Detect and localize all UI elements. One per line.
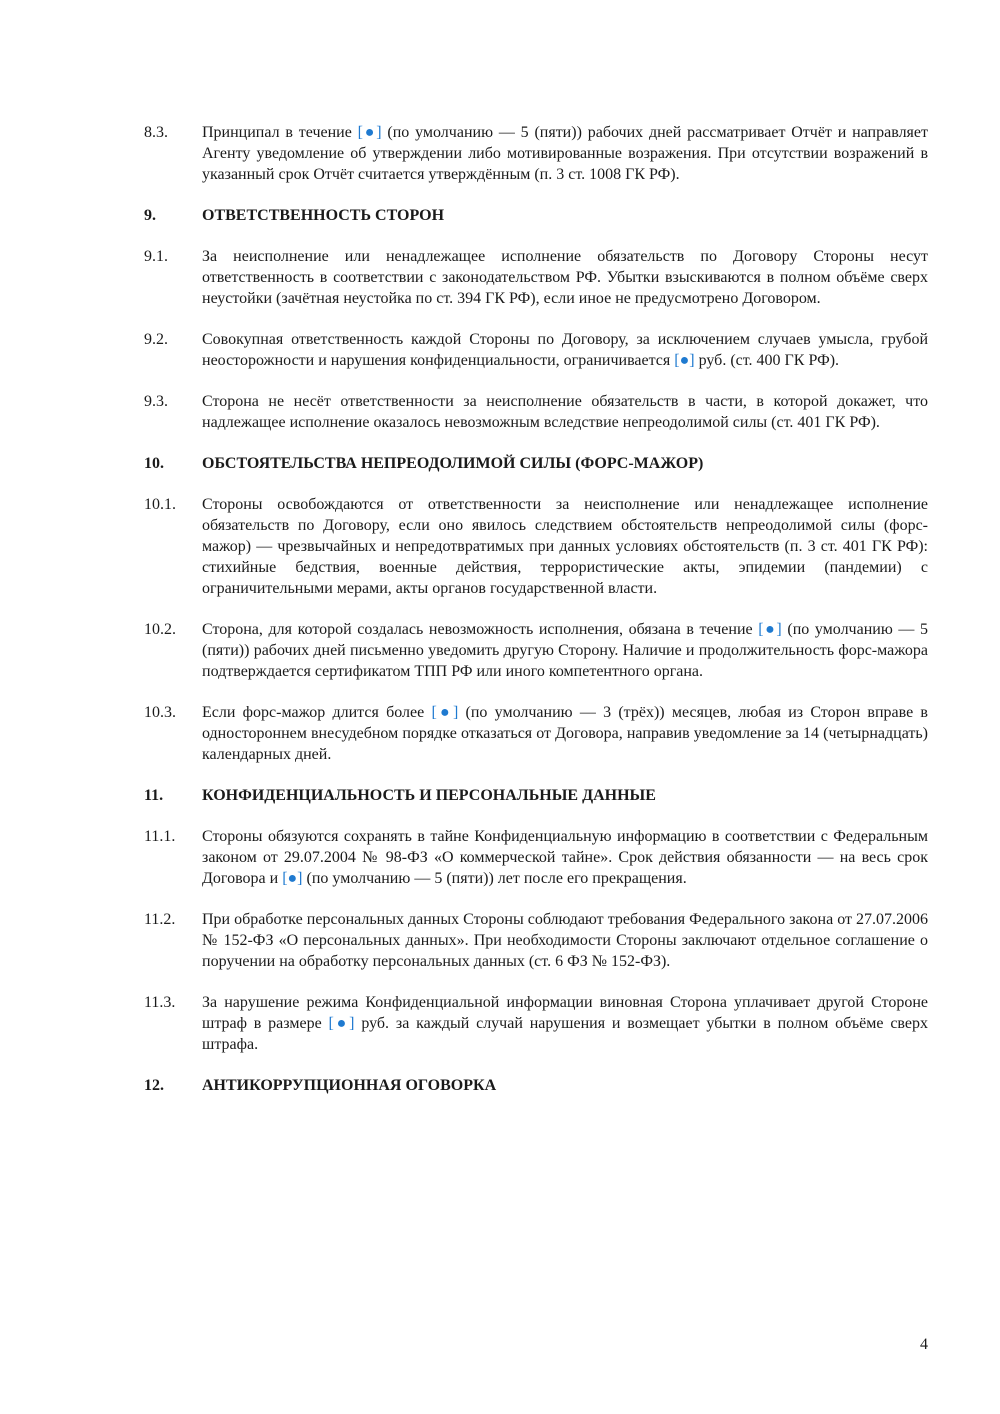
- clause-number: 11.3.: [144, 994, 176, 1011]
- clause-text: [202, 496, 928, 597]
- text-run: Принципал в течение: [202, 124, 358, 141]
- clause-number: 10.1.: [144, 496, 176, 513]
- clause-text: [202, 248, 928, 307]
- clause-number: 11.1.: [144, 828, 176, 845]
- placeholder-marker: [●]: [758, 621, 782, 638]
- document-body: [144, 122, 928, 1116]
- clause-number: 11.2.: [144, 911, 176, 928]
- section-title: ОБСТОЯТЕЛЬСТВА НЕПРЕОДОЛИМОЙ СИЛЫ (ФОРС-МАЖОР): [202, 455, 704, 472]
- text-run: руб. за каждый случай нарушения и возмещает убытки в полном объёме сверх штрафа.: [202, 1015, 928, 1053]
- clause-paragraph: [144, 122, 928, 185]
- text-run: Стороны освобождаются от ответственности за неисполнение или ненадлежащее исполнение обязательств по Договору, если оно явилось следствием обстоятельств непреодолимой силы (форс-мажор) — чрезвычайных и непредотвратимых при данных условиях обстоятельств (п. 3 ст. 401 ГК РФ): стихийные бедствия, военные действия, террористические акты, эпидемии (пандемии) с ограничительными мерами, акты органов государственной власти.: [202, 496, 928, 597]
- text-run: (по умолчанию — 5 (пяти)) рабочих дней письменно уведомить другую Сторону. Наличие и продолжительность форс-мажора подтверждается сертификатом ТПП РФ или иного компетентного органа.: [202, 621, 928, 680]
- section-title: ОТВЕТСТВЕННОСТЬ СТОРОН: [202, 207, 445, 224]
- clause-paragraph: [144, 246, 928, 309]
- clause-number: 9.3.: [144, 393, 168, 410]
- text-run: (по умолчанию — 5 (пяти)) рабочих дней рассматривает Отчёт и направляет Агенту уведомление об утверждении либо мотивированные возражения. При отсутствии возражений в указанный срок Отчёт считается утверждённым (п. 3 ст. 1008 ГК РФ).: [202, 124, 929, 183]
- clause-paragraph: [144, 909, 928, 972]
- page-number: 4: [920, 1336, 928, 1353]
- placeholder-marker: [●]: [282, 870, 303, 887]
- placeholder-marker: [●]: [431, 704, 459, 721]
- clause-text: [202, 704, 928, 763]
- text-run: Сторона, для которой создалась невозможность исполнения, обязана в течение: [202, 621, 759, 638]
- clause-paragraph: [144, 702, 928, 765]
- section-heading: [144, 205, 928, 226]
- placeholder-marker: [●]: [674, 352, 695, 369]
- clause-text: [202, 911, 928, 970]
- clause-paragraph: [144, 391, 928, 433]
- text-run: (по умолчанию — 5 (пяти)) лет после его прекращения.: [302, 870, 687, 887]
- clause-number: 10.3.: [144, 704, 176, 721]
- clause-text: [202, 828, 928, 887]
- section-number: 11.: [144, 787, 164, 804]
- section-number: 12.: [144, 1077, 164, 1094]
- clause-text: [202, 621, 928, 680]
- clause-text: [202, 393, 928, 431]
- clause-text: [202, 124, 928, 183]
- text-run: При обработке персональных данных Стороны соблюдают требования Федерального закона от 27.07.2006 № 152-ФЗ «О персональных данных». При необходимости Стороны заключают отдельное соглашение о поручении на обработку персональных данных (ст. 6 ФЗ № 152-ФЗ).: [202, 911, 928, 970]
- section-heading: [144, 1075, 928, 1096]
- clause-number: 10.2.: [144, 621, 176, 638]
- clause-paragraph: [144, 619, 928, 682]
- clause-text: [202, 994, 928, 1053]
- text-run: Совокупная ответственность каждой Стороны по Договору, за исключением случаев умысла, грубой неосторожности и нарушения конфиденциальности, ограничивается: [202, 331, 928, 369]
- clause-text: [202, 331, 928, 369]
- placeholder-marker: [●]: [357, 124, 382, 141]
- section-heading: [144, 453, 928, 474]
- section-heading: [144, 785, 928, 806]
- text-run: (по умолчанию — 3 (трёх)) месяцев, любая из Сторон вправе в одностороннем внесудебном порядке отказаться от Договора, направив уведомление за 14 (четырнадцать) календарных дней.: [202, 704, 928, 763]
- clause-paragraph: [144, 494, 928, 599]
- text-run: За неисполнение или ненадлежащее исполнение обязательств по Договору Стороны несут ответственность в соответствии с законодательством РФ. Убытки взыскиваются в полном объёме сверх неустойки (зачётная неустойка по ст. 394 ГК РФ), если иное не предусмотрено Договором.: [202, 248, 928, 307]
- clause-paragraph: [144, 992, 928, 1055]
- text-run: За нарушение режима Конфиденциальной информации виновная Сторона уплачивает другой Стороне штраф в размере: [202, 994, 928, 1032]
- placeholder-marker: [●]: [328, 1015, 355, 1032]
- text-run: Если форс-мажор длится более: [202, 704, 432, 721]
- text-run: Стороны обязуются сохранять в тайне Конфиденциальную информацию в соответствии с Федеральным законом от 29.07.2004 № 98-ФЗ «О коммерческой тайне». Срок действия обязанности — на весь срок Договора и: [202, 828, 928, 887]
- clause-number: 8.3.: [144, 124, 168, 141]
- text-run: Сторона не несёт ответственности за неисполнение обязательств в части, в которой докажет, что надлежащее исполнение оказалось невозможным вследствие непреодолимой силы (ст. 401 ГК РФ).: [202, 393, 928, 431]
- clause-number: 9.1.: [144, 248, 168, 265]
- clause-paragraph: [144, 826, 928, 889]
- clause-number: 9.2.: [144, 331, 168, 348]
- section-title: КОНФИДЕНЦИАЛЬНОСТЬ И ПЕРСОНАЛЬНЫЕ ДАННЫЕ: [202, 787, 656, 804]
- section-number: 10.: [144, 455, 164, 472]
- section-number: 9.: [144, 207, 156, 224]
- text-run: руб. (ст. 400 ГК РФ).: [694, 352, 840, 369]
- section-title: АНТИКОРРУПЦИОННАЯ ОГОВОРКА: [202, 1077, 497, 1094]
- clause-paragraph: [144, 329, 928, 371]
